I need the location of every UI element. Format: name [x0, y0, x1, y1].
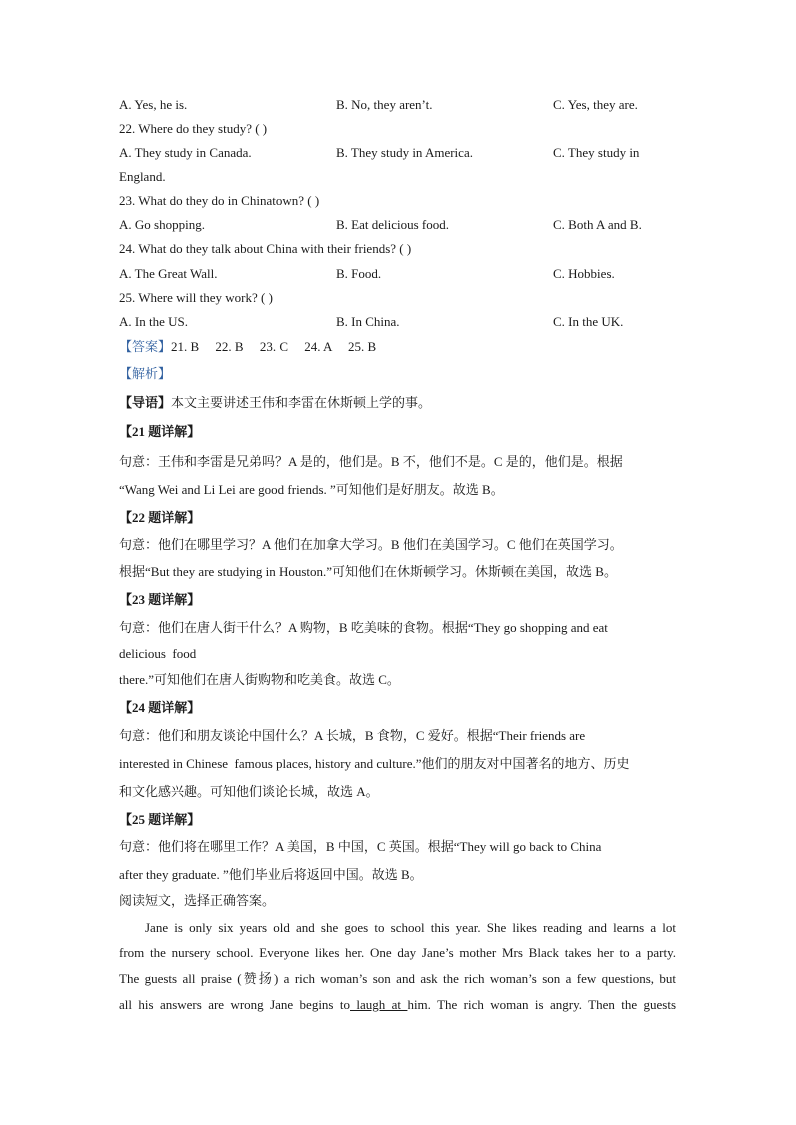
detail-21-heading: 【21 题详解】 [119, 424, 201, 439]
passage-line-4-pre: all his answers are wrong Jane begins to [119, 997, 350, 1012]
detail-24-line-2: interested in Chinese famous places, history and culture.”他们的朋友对中国著名的地方、历史 [119, 756, 630, 771]
detail-25-line-1: 句意：他们将在哪里工作？A 美国，B 中国，C 英国。根据“They will go back to China [119, 839, 602, 854]
detail-23-line-2: delicious food [119, 646, 197, 661]
guide-line [119, 395, 431, 411]
q22-option-b: B. They study in America. [336, 145, 473, 160]
detail-21-line-2: “Wang Wei and Li Lei are good friends. ”可知他们是好朋友。故选 B。 [119, 482, 504, 497]
q25-option-c: C. In the UK. [553, 314, 624, 329]
detail-23-heading: 【23 题详解】 [119, 592, 201, 607]
guide-text: 本文主要讲述王伟和李雷在休斯顿上学的事。 [171, 395, 432, 410]
detail-24-heading: 【24 题详解】 [119, 700, 201, 715]
detail-22-heading: 【22 题详解】 [119, 510, 201, 525]
detail-21-line-1: 句意：王伟和李雷是兄弟吗？A 是的，他们是。B 不，他们不是。C 是的，他们是。根据 [119, 454, 623, 469]
passage-line-2: from the nursery school. Everyone likes her. One day Jane’s mother Mrs Black takes her to a party. [119, 945, 676, 960]
detail-24-line-3: 和文化感兴趣。可知他们谈论长城，故选 A。 [119, 784, 379, 799]
q21-option-b: B. No, they aren’t. [336, 97, 433, 112]
q24-option-b: B. Food. [336, 266, 382, 281]
passage-line-4-post: him. The rich woman is angry. Then the guests [407, 997, 677, 1012]
answer-line [119, 339, 376, 355]
q25-stem: 25. Where will they work? ( ) [119, 290, 273, 305]
answer-tag: 【答案】 [119, 339, 172, 354]
detail-24-line-1: 句意：他们和朋友谈论中国什么？A 长城，B 食物，C 爱好。根据“Their friends are [119, 728, 586, 743]
q24-stem: 24. What do they talk about China with their friends? ( ) [119, 241, 412, 256]
detail-23-line-3: there.”可知他们在唐人街购物和吃美食。故选 C。 [119, 672, 400, 687]
q23-option-c: C. Both A and B. [553, 217, 642, 232]
q22-stem: 22. Where do they study? ( ) [119, 121, 268, 136]
answer-text: 21. B 22. B 23. C 24. A 25. B [171, 339, 377, 354]
detail-22-line-2: 根据“But they are studying in Houston.”可知他们在休斯顿学习。休斯顿在美国，故选 B。 [119, 564, 617, 579]
q25-option-b: B. In China. [336, 314, 400, 329]
q22-option-a: A. They study in Canada. [119, 145, 252, 160]
detail-25-heading: 【25 题详解】 [119, 812, 201, 827]
guide-tag: 【导语】 [119, 395, 172, 410]
q25-option-a: A. In the US. [119, 314, 188, 329]
q23-stem: 23. What do they do in Chinatown? ( ) [119, 193, 320, 208]
q24-option-a: A. The Great Wall. [119, 266, 218, 281]
detail-23-line-1: 句意：他们在唐人街干什么？A 购物，B 吃美味的食物。根据“They go shopping and eat [119, 620, 608, 635]
passage-line-4 [119, 997, 676, 1013]
q24-option-c: C. Hobbies. [553, 266, 615, 281]
reading-instruction: 阅读短文，选择正确答案。 [119, 893, 276, 908]
passage-line-1: Jane is only six years old and she goes to school this year. She likes reading and learns a lot [145, 920, 676, 935]
detail-22-line-1: 句意：他们在哪里学习？A 他们在加拿大学习。B 他们在美国学习。C 他们在英国学习。 [119, 537, 623, 552]
detail-25-line-2: after they graduate. ”他们毕业后将返回中国。故选 B。 [119, 867, 423, 882]
q21-option-a: A. Yes, he is. [119, 97, 188, 112]
q22-option-c-wrap: England. [119, 169, 166, 184]
q22-option-c: C. They study in [553, 145, 640, 160]
q23-option-b: B. Eat delicious food. [336, 217, 450, 232]
passage-underlined-phrase: laugh at [350, 997, 408, 1012]
analysis-tag: 【解析】 [119, 366, 172, 381]
q23-option-a: A. Go shopping. [119, 217, 205, 232]
q21-option-c: C. Yes, they are. [553, 97, 638, 112]
passage-line-3: The guests all praise (赞扬) a rich woman’s son and ask the rich woman’s son a few questions, but [119, 971, 676, 986]
